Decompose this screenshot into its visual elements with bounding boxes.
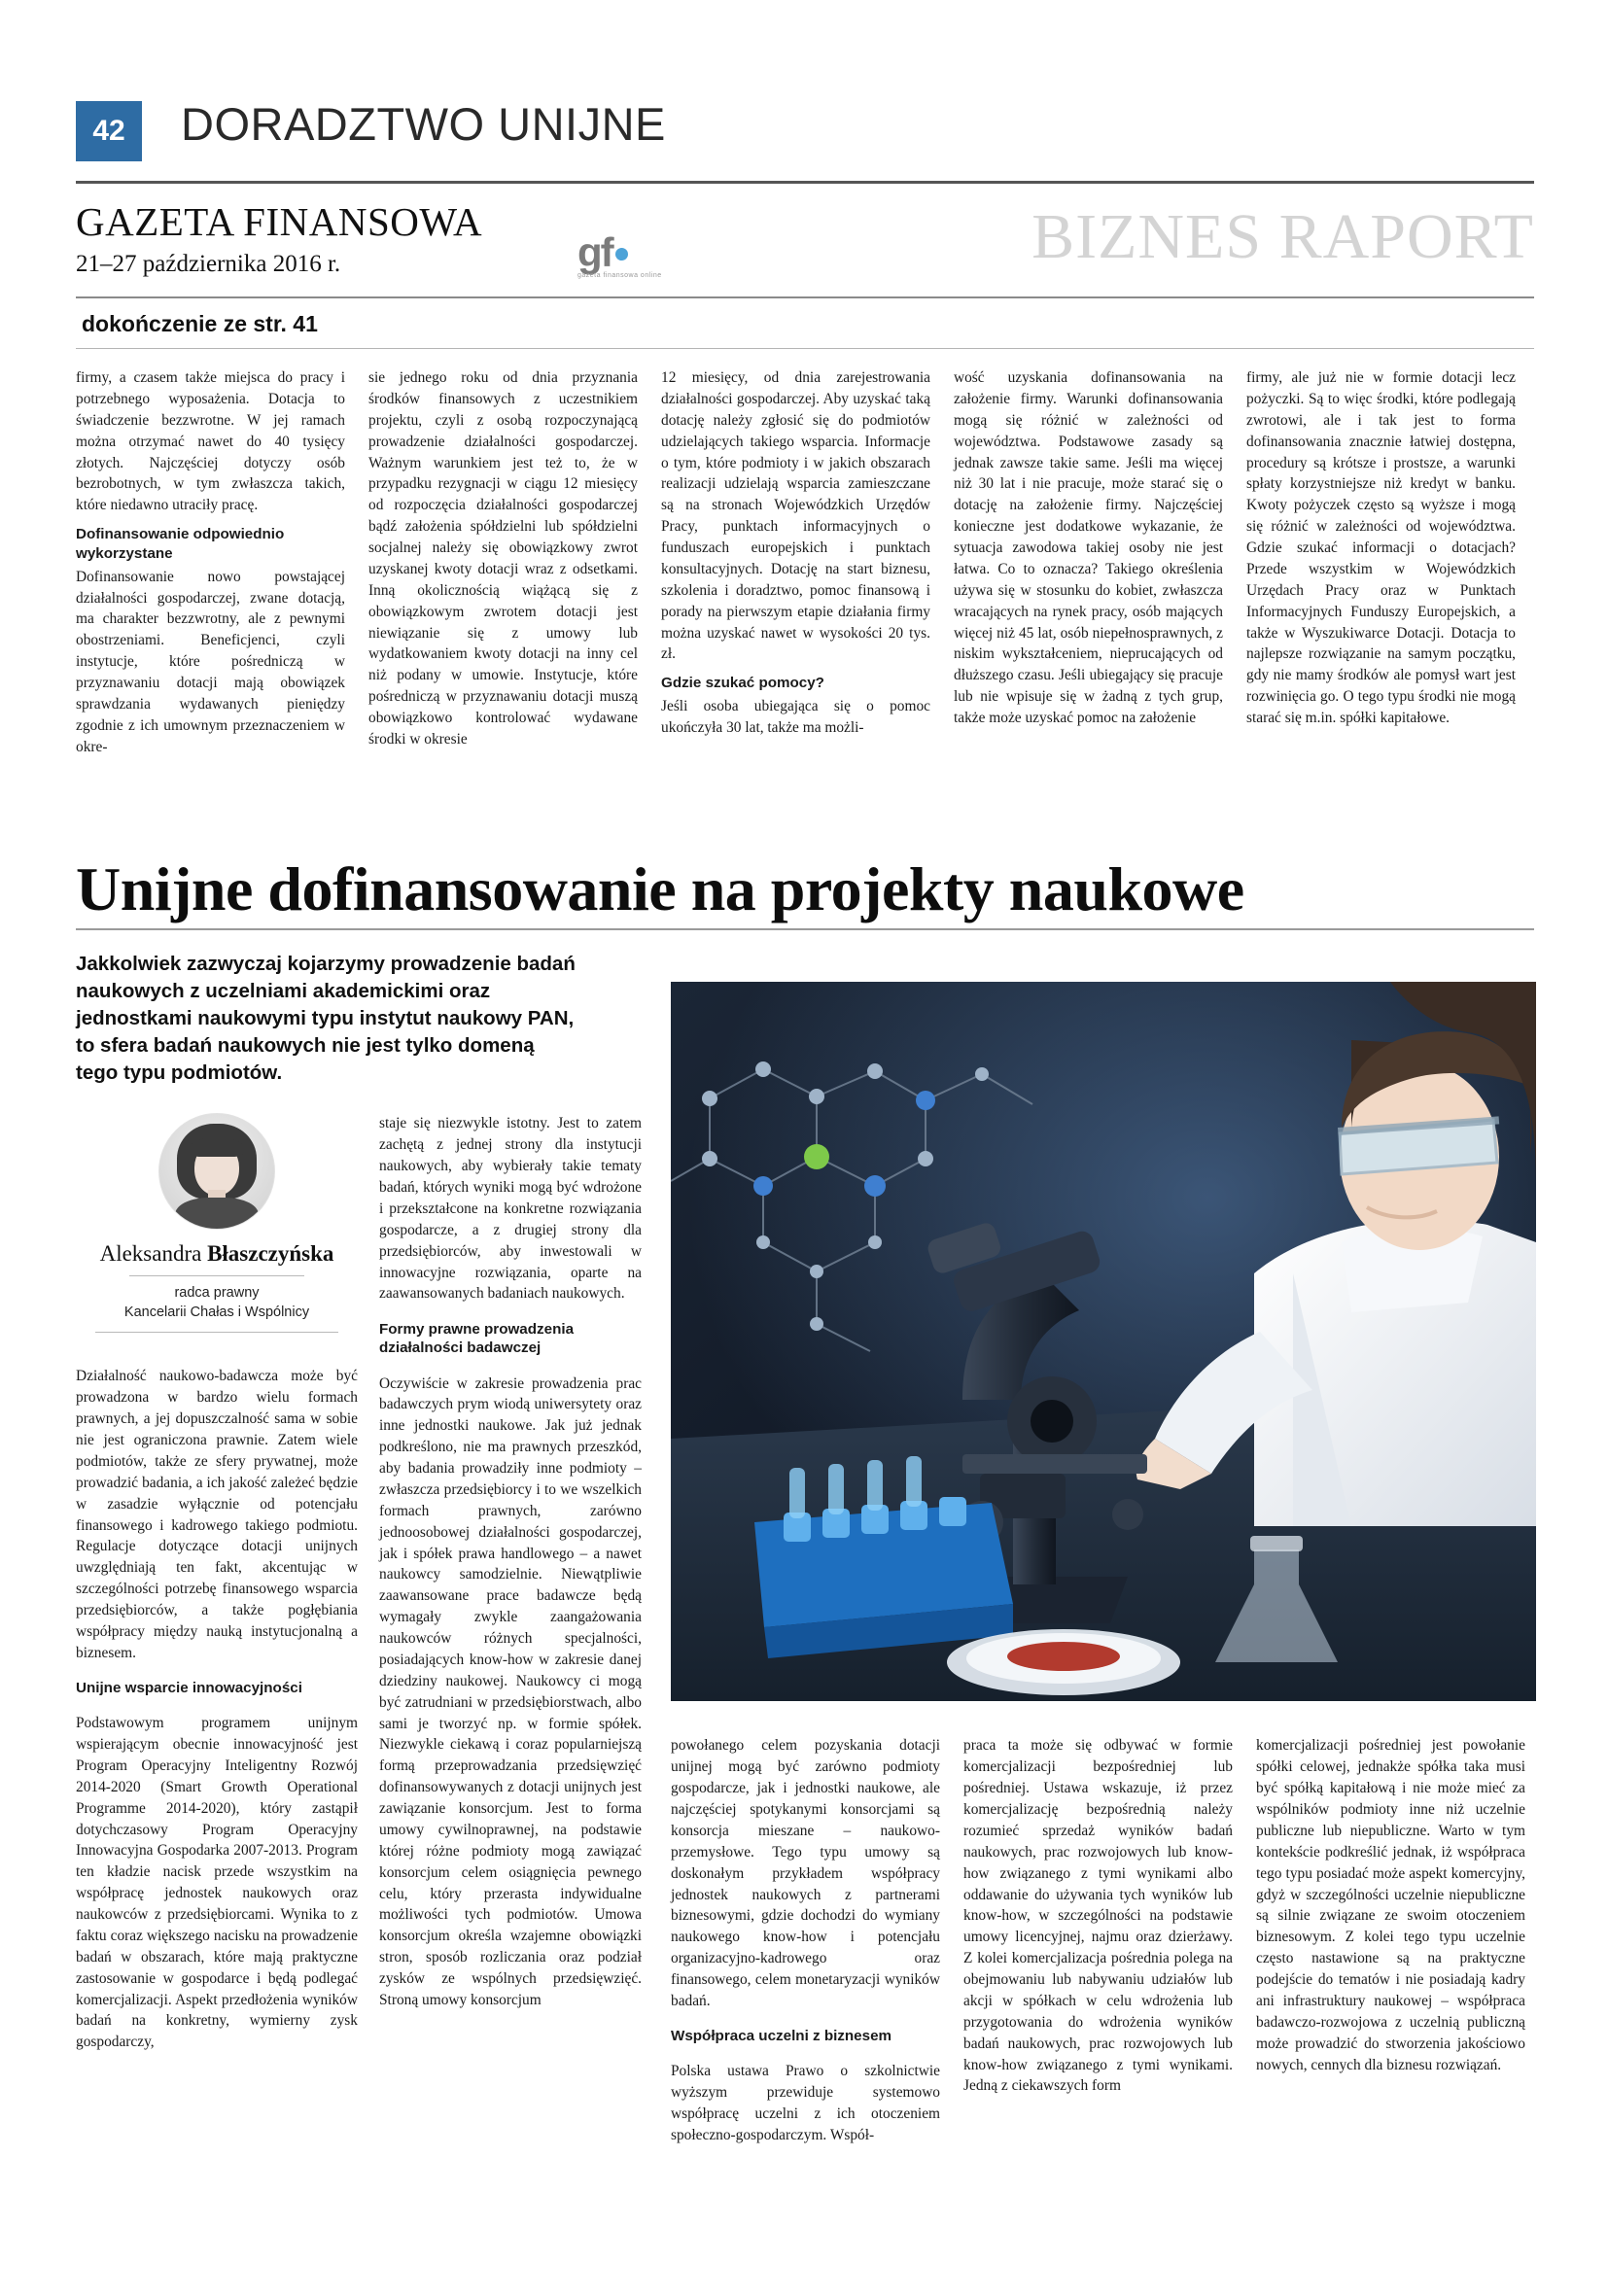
top-article-column-5 bbox=[1246, 367, 1516, 758]
masthead bbox=[76, 97, 1534, 173]
paragraph: Jeśli osoba ubiegająca się o pomoc ukończyła 30 lat, także ma możli- bbox=[661, 698, 930, 736]
paragraph: 12 miesięcy, od dnia zarejestrowania działalności gospodarczej. Aby uzyskać taką dotację należy zgłosić się do podmiotów udzielających takiego wsparcia. Informacje o tym, które podmioty i w jakich obszarach realizacji udzielają wsparcia zamieszczane są na stronach Wojewódzkich Urzędów Pracy, punktach informacyjnych o funduszach europejskich i punktach konsultacyjnych. Dotację na start biznesu, szkolenia i doradztwo, pomoc finansową i porady na pierwszym etapie działania firmy można uzyskać nawet w wysokości 20 tys. zł. bbox=[661, 369, 930, 663]
subheading: Dofinansowanie odpowiednio wykorzystane bbox=[76, 526, 285, 562]
top-article-column-2 bbox=[368, 367, 638, 758]
paper-name: GAZETA FINANSOWA bbox=[76, 199, 483, 244]
paper-band bbox=[76, 191, 1534, 297]
subheading: Formy prawne prowadzenia działalności badawczej bbox=[379, 1320, 575, 1357]
masthead-divider bbox=[76, 181, 1534, 184]
author-block bbox=[76, 1113, 358, 1333]
feature-bottom-column-1 bbox=[671, 1721, 940, 2161]
feature-left-column bbox=[76, 1351, 358, 2069]
band-divider bbox=[76, 296, 1534, 298]
author-divider-2 bbox=[95, 1332, 338, 1333]
paragraph: staje się niezwykle istotny. Jest to zatem zachętą z jednej strony dla instytucji naukowych, aby wybierały takie tematy badań, których wyniki mogą być wdrożone i przekształcone na konkretne rozwiązania gospodarcze, a z drugiej strony dla przedsiębiorców, aby inwestowali w innowacyjne rozwiązania, oparte na zaawansowanych badaniach naukowych. bbox=[379, 1115, 642, 1303]
continuation-divider bbox=[76, 348, 1534, 349]
feature-bottom-column-3 bbox=[1256, 1721, 1525, 2161]
gf-logo bbox=[577, 229, 733, 284]
paragraph: Polska ustawa Prawo o szkolnictwie wyższym przewiduje systemowo współpracę uczelni z ich otoczeniem społeczno-gospodarczym. Współ- bbox=[671, 2063, 940, 2143]
paragraph: powołanego celem pozyskania dotacji unijnej mogą być zarówno podmioty gospodarcze, jak i jednostki naukowe, ale najczęściej spotykanymi konsorcjami są konsorcja mieszane – naukowo-przemysłowe. Tego typu umowy są doskonałym przykładem współpracy jednostek naukowych z partnerami biznesowymi, gdzie dochodzi do wymiany naukowego know-how i potencjału organizacyjno-kadrowego oraz finansowego, celem monetaryzacji wyników badań. bbox=[671, 1737, 940, 2009]
laboratory-microscope-photo bbox=[671, 982, 1536, 1701]
avatar bbox=[158, 1113, 275, 1230]
top-article-column-4 bbox=[954, 367, 1223, 758]
issue-date: 21–27 października 2016 r. bbox=[76, 251, 341, 277]
paragraph: firmy, ale już nie w formie dotacji lecz pożyczki. Są to więc środki, które podlegają zwrotowi, ale i tak jest to forma dofinansowania znacznie łatwiej dostępna, procedury są krótsze i prostsze, a warunki spłaty korzystniejsze niż kredyt w banku. Kwoty pożyczek często są wyższe i mogą się różnić w zależności od województwa. Gdzie szukać informacji o dotacjach? Przede wszystkim w Wojewódzkich Urzędach Pracy oraz w Punktach Informacyjnych Funduszy Europejskich, a także w Wyszukiwarce Dotacji. Dotacja to najlepsze rozwiązanie na samym początku, gdy nie mamy środków ale pomysł wart jest rozwinięcia go. O tego typu środki nie mogą starać się m.in. spółki kapitałowe. bbox=[1246, 369, 1516, 726]
author-role-line-1: radca prawny bbox=[174, 1285, 260, 1301]
feature-bottom-column-2 bbox=[963, 1721, 1233, 2161]
gf-logo-subtitle: gazeta finansowa online bbox=[577, 272, 662, 279]
paragraph: wość uzyskania dofinansowania na założenie firmy. Warunki dofinansowania mogą się różnić w zależności od województwa. Podstawowe zasady są jednak zawsze takie same. Jeśli ma więcej niż 30 lat i nie pracuje, może starać się o dotację na założenie firmy. Najczęściej konieczne jest dodatkowe wykazanie, że sytuacja zawodowa takiej osoby nie jest łatwa. Co to oznacza? Takiego określenia używa się w stosunku do kobiet, zwłaszcza wracających na rynek pracy, osób mających więcej niż 45 lat, osób niepełnosprawnych, z niskim wykształceniem, nieprucających od dłuższego czasu. Jeśli ubiegający się pracuje lub nie wpisuje się w żadną z tych grup, także może uzyskać pomoc na założenie bbox=[954, 369, 1223, 726]
paragraph: Działalność naukowo-badawcza może być prowadzona w bardzo wielu formach prawnych, a jej dopuszczalność sama w sobie nie jest ograniczona prawnie. Zatem wiele podmiotów, także ze sfery prywatnej, może prowadzić badania, a ich jakość zależeć będzie w zasadzie wyłącznie od potencjału finansowego i kadrowego takiego podmiotu. Regulacje dotyczące dotacji unijnych uwzględniają ten fakt, akcentując w szczególności potrzebę finansowego wsparcia przedsiębiorców, a także pogłębiania współpracy między nauką instytucjonalną a biznesem. bbox=[76, 1368, 358, 1661]
subheading: Unijne wsparcie innowacyjności bbox=[76, 1680, 302, 1697]
feature-lead: Jakkolwiek zazwyczaj kojarzymy prowadzenie badań naukowych z uczelniami akademickimi oraz jednostkami naukowymi typu instytut naukowy PAN, to sfera badań naukowych nie jest tylko domeną tego typu podmiotów. bbox=[76, 953, 576, 1084]
author-first-name: Aleksandra bbox=[99, 1241, 208, 1266]
gf-logo-dot bbox=[615, 248, 628, 261]
subheading: Gdzie szukać pomocy? bbox=[661, 675, 824, 692]
section-title: DORADZTWO UNIJNE bbox=[181, 98, 666, 150]
feature-bottom-columns bbox=[671, 1721, 1536, 2161]
author-last-name: Błaszczyńska bbox=[207, 1241, 334, 1266]
subheading: Współpraca uczelni z biznesem bbox=[671, 2028, 892, 2045]
photo-illustration bbox=[671, 982, 1536, 1701]
author-divider bbox=[129, 1275, 304, 1276]
top-article-column-3 bbox=[661, 367, 930, 758]
top-article-column-1 bbox=[76, 367, 345, 758]
paragraph: praca ta może się odbywać w formie komercjalizacji bezpośredniej lub pośredniej. Ustawa wskazuje, iż przez komercjalizację bezpośrednią należy rozumieć sprzedaż wyników badań naukowych, prac rozwojowych lub know-how związanego z tymi wynikami albo oddawanie do używania tych wyników lub know-how, w szczególności na podstawie umowy licencyjnej, najmu oraz dzierżawy. Z kolei komercjalizacja pośrednia polega na obejmowaniu lub nabywaniu udziałów lub akcji w spółkach w celu wdrożenia lub przygotowania do wdrożenia wyników badań naukowych, prac rozwojowych lub know-how związanego z tymi wynikami. Jedną z ciekawszych form bbox=[963, 1737, 1233, 2095]
paragraph: firmy, a czasem także miejsca do pracy i potrzebnego wyposażenia. Dotacja to świadczenie bezzwrotne. W jej ramach można otrzymać nawet do 40 tysięcy złotych. Najczęściej dotyczy osób bezrobotnych, w tym zwłaszcza takich, które niedawno utraciły pracę. bbox=[76, 369, 345, 514]
paragraph: sie jednego roku od dnia przyznania środków finansowych z uczestnikiem projektu, czyli z osobą rozpoczynającą prowadzenie działalności gospodarczej. Ważnym warunkiem jest też to, że w przypadku rezygnacji w ciągu 12 miesięcy od rozpoczęcia działalności gospodarczej bądź założenia spółdzielni lub spółdzielni socjalnej należy się obowiązkowy zwrot uzyskanej kwoty dotacji wraz z odsetkami. Inną okolicznością wiążącą się z obowiązkowym zwrotem dotacji jest niewiązanie się z umowy lub wydatkowaniem kwoty dotacji na inny cel niż podany w umowie. Instytucje, które pośredniczą w przyznawaniu dotacji muszą obowiązkowo kontrolować wydawane środki w okresie bbox=[368, 369, 638, 748]
page-number: 42 bbox=[76, 101, 142, 161]
feature-headline: Unijne dofinansowanie na projekty naukowe bbox=[76, 854, 1244, 923]
top-article bbox=[76, 367, 1534, 758]
headline-divider bbox=[76, 928, 1534, 930]
paragraph: Dofinansowanie nowo powstającej działalności gospodarczej, zwane dotacją, ma charakter bezzwrotny, ale z pewnymi obostrzeniami. Beneficjenci, czyli instytucje, które pośredniczą w przyznawaniu dotacji mają obowiązek sprawdzania wydawanych pieniędzy zgodnie z ich umownym przeznaczeniem w okre- bbox=[76, 568, 345, 755]
author-role-line-2: Kancelarii Chałas i Wspólnicy bbox=[123, 1304, 310, 1320]
paragraph: komercjalizacji pośredniej jest powołanie spółki celowej, jednakże spółka taka musi być spółką kapitałową i nie może mieć za wspólników podmioty inne niż uczelnie publiczne lub niepubliczne. Warto w tym kontekście podkreślić jednak, iż współpraca tego typu posiadać może aspekt komercyjny, gdyż w szczególności uczelnie niepubliczne są silnie związane ze swoim otoczeniem biznesowym. Z kolei tego typu uczelnie często nastawione są na praktyczne podejście do tematów i nie posiadają kadry ani infrastruktury naukowej – współpraca badawczo-rozwojowa z uczelnią publiczną może prowadzić do stworzenia jakościowo nowych, cennych dla biznesu rozwiązań. bbox=[1256, 1737, 1525, 2073]
gf-logo-text: gf bbox=[577, 229, 612, 275]
feature-middle-column bbox=[379, 1098, 642, 2026]
continuation-note: dokończenie ze str. 41 bbox=[82, 311, 318, 336]
biznes-raport-watermark: BIZNES RAPORT bbox=[1031, 201, 1534, 272]
paragraph: Oczywiście w zakresie prowadzenia prac badawczych prym wiodą uniwersytety oraz inne jednostki naukowe. Jak już jednak podkreślono, nie ma prawnych przeszkód, aby badania prowadziły inne podmioty – zwłaszcza przedsiębiorcy i to we wszelkich formach prawnych, zarówno jednoosobowej działalności gospodarczej, jak i spółek prawa handlowego – a nawet naukowcy samodzielnie. Niewątpliwie zaawansowane prace badawcze będą wymagały zwykle zaangażowania naukowców różnych specjalności, posiadających know-how w zakresie danej dziedziny naukowej. Naukowcy ci mogą być zatrudniani w przedsiębiorstwach, albo sami je tworzyć np. w formie spółek. Niezwykle ciekawą i coraz popularniejszą formą przeprowadzania przedsięwzięć dofinansowywanych z dotacji unijnych jest zawiązanie konsorcjum. Jest to forma umowy cywilnoprawnej, na podstawie której różne podmioty mogą zawiązać konsorcjum celem osiągnięcia pewnego celu, który przerasta indywidualne możliwości tych podmiotów. Umowa konsorcjum określa wzajemne obowiązki stron, sposób rozliczania oraz podział zysków ze wspólnych przedsięwzięć. Stroną umowy konsorcjum bbox=[379, 1374, 642, 2008]
paragraph: Podstawowym programem unijnym wspierającym obecnie innowacyjność jest Program Operacyjny Inteligentny Rozwój 2014-2020 (Smart Growth Operational Programme 2014-2020), który zastąpił dotychczasowy Program Operacyjny Innowacyjna Gospodarka 2007-2013. Program ten kładzie nacisk przede wszystkim na współpracę jednostek naukowych oraz naukowców z przedsiębiorcami. Wynika to z faktu coraz większego nacisku na prowadzenie badań w obszarach, które mają praktyczne zastosowanie w gospodarce i będą podlegać komercjalizacji. Aspekt przedłożenia wyników badań na konkretny, wymierny zysk gospodarczy, bbox=[76, 1715, 358, 2051]
author-name bbox=[76, 1241, 358, 1267]
